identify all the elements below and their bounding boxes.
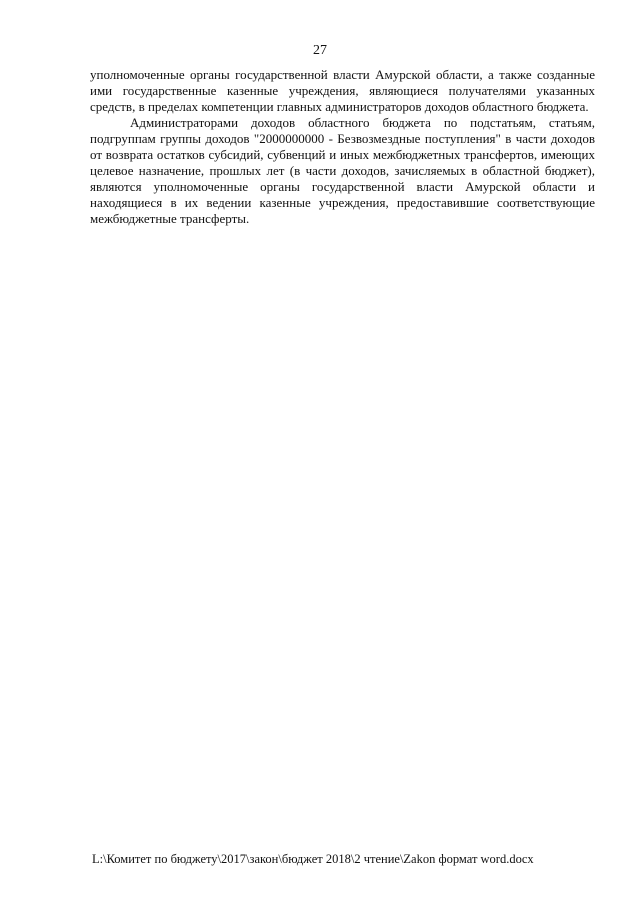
paragraph-1: уполномоченные органы государственной власти Амурской области, а также созданные ими государственные казенные учреждения, являющиеся получателями указанных средств, в пределах компетенции главных администраторов доходов областного бюджета. xyxy=(90,67,595,114)
document-body xyxy=(90,67,595,227)
page-number: 27 xyxy=(313,43,327,58)
footer-file-path: L:\Комитет по бюджету\2017\закон\бюджет 2018\2 чтение\Zakon формат word.docx xyxy=(92,852,534,866)
paragraph-2: Администраторами доходов областного бюджета по подстатьям, статьям, подгруппам группы доходов "2000000000 - Безвозмездные поступления" в части доходов от возврата остатков субсидий, субвенций и иных межбюджетных трансфертов, имеющих целевое назначение, прошлых лет (в части доходов, зачисляемых в областной бюджет), являются уполномоченные органы государственной власти Амурской области и находящиеся в их ведении казенные учреждения, предоставившие соответствующие межбюджетные трансферты. xyxy=(90,115,595,226)
